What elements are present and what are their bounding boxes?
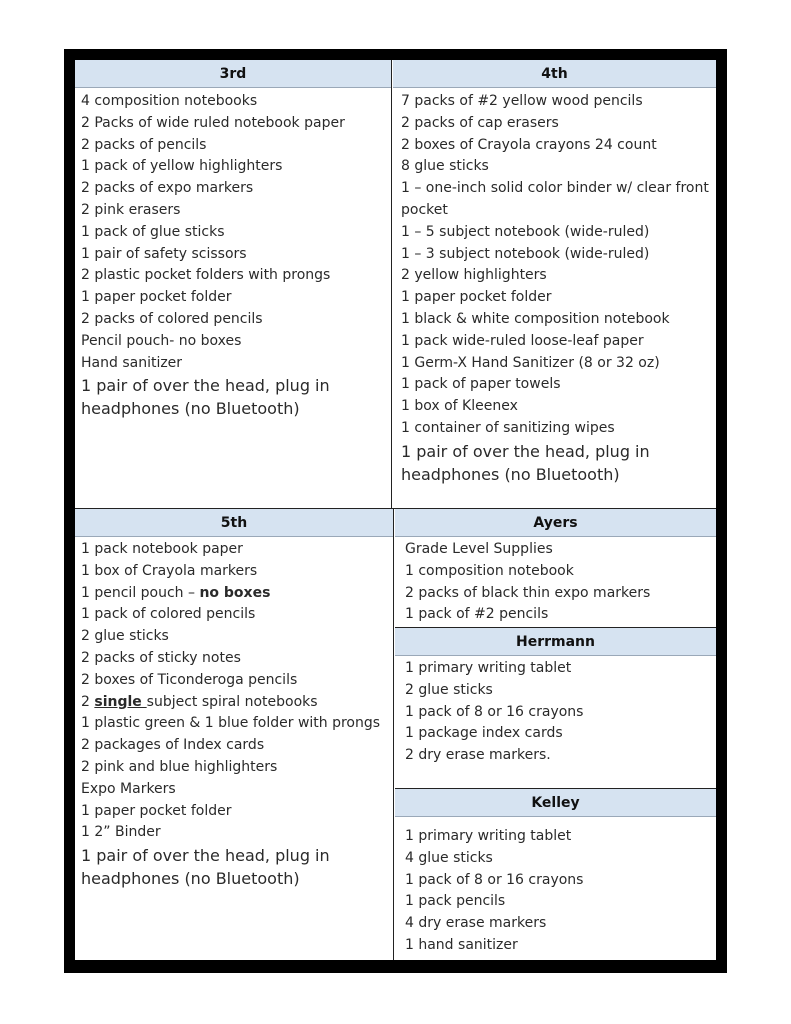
list-item-text: 2 packs of sticky notes (81, 649, 241, 666)
header-4th (393, 60, 716, 88)
list-item: 1 pair of over the head, plug in headphones (no Bluetooth) (401, 441, 650, 484)
list-item: 2 packs of expo markers (81, 180, 254, 197)
list-item-text: Expo Markers (81, 780, 176, 797)
list-5th (81, 539, 393, 890)
supply-list-table (75, 60, 716, 960)
header-herrmann-label: Herrmann (516, 633, 595, 650)
list-item (81, 692, 393, 714)
list-item: 1 pair of safety scissors (81, 245, 247, 262)
list-item-text: 2 (81, 693, 95, 710)
list-item: Hand sanitizer (81, 354, 183, 371)
list-item-text: 2 packages of Index cards (81, 737, 265, 754)
list-item: 1 black & white composition notebook (401, 310, 670, 327)
list-item: 2 packs of cap erasers (401, 114, 559, 131)
list-item: 8 glue sticks (401, 158, 489, 175)
header-4th-label: 4th (541, 65, 568, 82)
list-item (81, 604, 393, 626)
list-item (81, 735, 393, 757)
list-item: 1 paper pocket folder (81, 289, 232, 306)
list-item: 1 pack of 8 or 16 crayons (405, 871, 584, 888)
list-item: 2 boxes of Crayola crayons 24 count (401, 136, 657, 153)
list-item: 1 pair of over the head, plug in headphones (no Bluetooth) (81, 376, 330, 419)
list-item: 2 Packs of wide ruled notebook paper (81, 114, 345, 131)
supply-list-frame (64, 49, 727, 973)
list-4th (401, 91, 713, 486)
list-item: 4 dry erase markers (405, 915, 547, 932)
spiral-rest-text: subject spiral notebooks (146, 693, 318, 710)
single-emphasis: single (94, 693, 147, 710)
list-item: 1 pack of glue sticks (81, 223, 225, 240)
list-item-text: 2 glue sticks (81, 628, 169, 645)
list-item-text: 2 boxes of Ticonderoga pencils (81, 671, 298, 688)
header-herrmann (395, 627, 716, 656)
list-item: 1 pack of #2 pencils (405, 606, 549, 623)
divider-top-vertical (391, 60, 392, 508)
list-item (81, 670, 393, 692)
list-item: 7 packs of #2 yellow wood pencils (401, 93, 643, 109)
list-item: Pencil pouch- no boxes (81, 332, 242, 349)
list-item (81, 779, 393, 801)
list-item: 2 dry erase markers. (405, 747, 551, 764)
list-item: 4 glue sticks (405, 849, 493, 866)
list-item: 1 pack of paper towels (401, 376, 561, 393)
header-3rd-label: 3rd (219, 65, 247, 82)
divider-bottom-vertical (393, 509, 394, 960)
list-item-text: 1 pencil pouch – (81, 584, 200, 601)
no-boxes-emphasis: no boxes (199, 584, 271, 601)
list-item: 2 packs of colored pencils (81, 310, 263, 327)
list-item: 1 pack of yellow highlighters (81, 158, 283, 175)
list-item (81, 648, 393, 670)
list-item: 1 pack of 8 or 16 crayons (405, 703, 584, 720)
list-item: 1 primary writing tablet (405, 660, 572, 676)
list-item: 1 – 3 subject notebook (wide-ruled) (401, 245, 650, 262)
list-3rd (81, 91, 387, 420)
header-5th (75, 509, 393, 537)
list-item (81, 822, 393, 844)
list-item: 2 pink erasers (81, 201, 181, 218)
list-item-text: 2 pink and blue highlighters (81, 758, 278, 775)
list-item: 1 composition notebook (405, 562, 574, 579)
list-item: Grade Level Supplies (405, 541, 553, 557)
list-item: 1 – 5 subject notebook (wide-ruled) (401, 223, 650, 240)
list-item (81, 583, 393, 605)
header-ayers (395, 509, 716, 537)
list-item: 4 composition notebooks (81, 93, 258, 109)
list-item (81, 539, 393, 561)
list-item (81, 844, 393, 890)
list-item (81, 561, 393, 583)
list-item: 2 plastic pocket folders with prongs (81, 267, 331, 284)
list-item: 1 pack wide-ruled loose-leaf paper (401, 332, 644, 349)
header-kelley (395, 788, 716, 817)
list-item-text: 1 box of Crayola markers (81, 562, 258, 579)
list-item-text: 1 2” Binder (81, 824, 161, 841)
list-item: 1 box of Kleenex (401, 398, 518, 415)
list-item: 1 container of sanitizing wipes (401, 419, 615, 436)
header-kelley-label: Kelley (531, 794, 580, 811)
list-item (81, 626, 393, 648)
list-item: 2 glue sticks (405, 681, 493, 698)
list-item: 1 Germ-X Hand Sanitizer (8 or 32 oz) (401, 354, 660, 371)
list-item: 1 paper pocket folder (401, 289, 552, 306)
list-item: 1 primary writing tablet (405, 828, 572, 844)
list-ayers (405, 539, 711, 626)
header-5th-label: 5th (220, 514, 248, 531)
list-item: 1 pack pencils (405, 893, 506, 910)
list-item: 1 – one-inch solid color binder w/ clear front pocket (401, 180, 709, 218)
list-item: 2 packs of pencils (81, 136, 207, 153)
list-item-text: 1 pack notebook paper (81, 541, 243, 557)
header-ayers-label: Ayers (533, 514, 578, 531)
list-item: 2 yellow highlighters (401, 267, 547, 284)
list-item-text: 1 paper pocket folder (81, 802, 232, 819)
list-item-text: 1 pack of colored pencils (81, 606, 256, 623)
list-herrmann (405, 658, 711, 767)
header-3rd (75, 60, 391, 88)
list-item: 2 packs of black thin expo markers (405, 584, 651, 601)
list-item: 1 package index cards (405, 725, 563, 742)
list-kelley (405, 826, 711, 957)
list-item-text: 1 pair of over the head, plug in headphones (no Bluetooth) (81, 846, 330, 889)
list-item (81, 713, 393, 735)
list-item (81, 757, 393, 779)
list-item (81, 801, 393, 823)
list-item: 1 hand sanitizer (405, 936, 518, 953)
list-item-text: 1 plastic green & 1 blue folder with prongs (81, 715, 381, 732)
